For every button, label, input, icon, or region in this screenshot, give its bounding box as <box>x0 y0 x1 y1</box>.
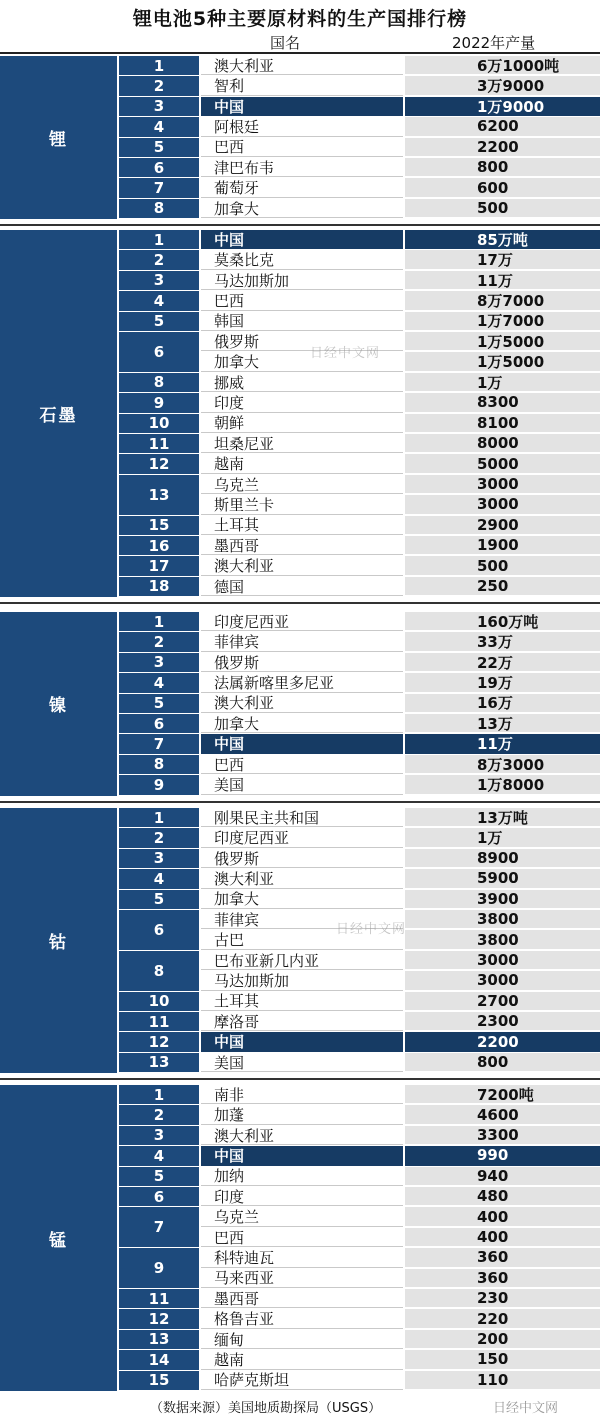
rank-cell: 13 <box>119 475 199 515</box>
country-cell: 加纳 <box>201 1167 403 1186</box>
table-row <box>119 632 600 651</box>
column-header-production: 2022年产量 <box>452 34 536 52</box>
production-cell: 3300 <box>405 1126 600 1145</box>
rank-cell: 13 <box>119 1053 199 1072</box>
country-cell: 乌克兰 <box>201 1207 403 1226</box>
rank-cell: 1 <box>119 612 199 631</box>
rank-cell: 2 <box>119 1105 199 1124</box>
production-cell: 360 <box>405 1269 600 1288</box>
rank-cell: 8 <box>119 373 199 392</box>
production-cell: 16万 <box>405 694 600 713</box>
section-divider <box>0 1078 600 1080</box>
table-row <box>119 199 600 218</box>
country-cell: 墨西哥 <box>201 536 403 555</box>
table-row <box>119 1289 600 1308</box>
rank-cell: 2 <box>119 828 199 847</box>
rank-cell: 8 <box>119 755 199 774</box>
rank-cell: 11 <box>119 434 199 453</box>
production-cell: 1万5000 <box>405 352 600 371</box>
country-cell: 澳大利亚 <box>201 1126 403 1145</box>
production-cell: 400 <box>405 1228 600 1247</box>
country-cell: 加拿大 <box>201 890 403 909</box>
production-cell: 150 <box>405 1350 600 1369</box>
rank-cell: 10 <box>119 414 199 433</box>
production-cell: 2700 <box>405 992 600 1011</box>
rank-cell: 12 <box>119 454 199 473</box>
column-header-country: 国名 <box>270 34 301 52</box>
production-cell: 3900 <box>405 890 600 909</box>
table-row <box>119 828 600 847</box>
table-row <box>119 734 600 753</box>
production-cell: 500 <box>405 199 600 218</box>
production-cell: 200 <box>405 1330 600 1349</box>
production-cell: 3000 <box>405 951 600 970</box>
country-cell: 摩洛哥 <box>201 1012 403 1031</box>
country-cell: 法属新喀里多尼亚 <box>201 673 403 692</box>
production-cell: 4600 <box>405 1105 600 1124</box>
table-row <box>119 393 600 412</box>
section-divider <box>0 602 600 604</box>
rank-cell: 12 <box>119 1309 199 1328</box>
footer-watermark: 日经中文网 <box>493 1401 559 1416</box>
country-cell: 土耳其 <box>201 516 403 535</box>
table-row <box>119 1032 600 1051</box>
rank-cell: 4 <box>119 869 199 888</box>
rank-cell: 7 <box>119 178 199 197</box>
table-row <box>119 414 600 433</box>
rank-cell: 14 <box>119 1350 199 1369</box>
material-section <box>0 612 600 796</box>
country-cell: 加拿大 <box>201 352 403 371</box>
table-row <box>119 1269 600 1288</box>
rank-cell: 9 <box>119 1248 199 1288</box>
rank-cell: 12 <box>119 1032 199 1051</box>
rank-cell: 5 <box>119 312 199 331</box>
country-cell: 印度尼西亚 <box>201 612 403 631</box>
country-cell: 巴西 <box>201 1228 403 1247</box>
material-label: 石墨 <box>0 230 117 597</box>
country-cell: 科特迪瓦 <box>201 1248 403 1267</box>
production-cell: 1900 <box>405 536 600 555</box>
material-label: 镍 <box>0 612 117 796</box>
rank-cell: 5 <box>119 1167 199 1186</box>
production-cell: 8900 <box>405 849 600 868</box>
production-cell: 990 <box>405 1146 600 1165</box>
rank-cell: 7 <box>119 734 199 753</box>
table-row <box>119 1085 600 1104</box>
table-row <box>119 775 600 794</box>
country-cell: 中国 <box>201 1032 403 1051</box>
material-label: 钴 <box>0 808 117 1073</box>
country-cell: 俄罗斯 <box>201 849 403 868</box>
country-cell: 津巴布韦 <box>201 158 403 177</box>
production-cell: 220 <box>405 1309 600 1328</box>
country-cell: 巴西 <box>201 291 403 310</box>
country-cell: 缅甸 <box>201 1330 403 1349</box>
table-row <box>119 536 600 555</box>
country-cell: 葡萄牙 <box>201 178 403 197</box>
production-cell: 33万 <box>405 632 600 651</box>
table-row <box>119 312 600 331</box>
production-cell: 3000 <box>405 475 600 494</box>
table-row <box>119 612 600 631</box>
rank-cell: 16 <box>119 536 199 555</box>
production-cell: 3000 <box>405 495 600 514</box>
production-cell: 3800 <box>405 910 600 929</box>
country-cell: 马达加斯加 <box>201 971 403 990</box>
production-cell: 940 <box>405 1167 600 1186</box>
country-cell: 德国 <box>201 577 403 596</box>
rank-cell: 13 <box>119 1330 199 1349</box>
rank-cell: 5 <box>119 138 199 157</box>
table-row <box>119 1012 600 1031</box>
header-divider <box>0 52 600 54</box>
table-row <box>119 556 600 575</box>
country-cell: 刚果民主共和国 <box>201 808 403 827</box>
production-cell: 230 <box>405 1289 600 1308</box>
table-row <box>119 291 600 310</box>
material-label: 锰 <box>0 1085 117 1391</box>
production-cell: 8万3000 <box>405 755 600 774</box>
production-cell: 2200 <box>405 1032 600 1051</box>
table-row <box>119 1350 600 1369</box>
table-row <box>119 849 600 868</box>
table-row <box>119 1248 600 1278</box>
country-cell: 中国 <box>201 230 403 249</box>
material-section <box>0 230 600 597</box>
rank-cell: 3 <box>119 97 199 116</box>
country-cell: 马来西亚 <box>201 1269 403 1288</box>
table-row <box>119 714 600 733</box>
country-cell: 中国 <box>201 97 403 116</box>
rank-cell: 1 <box>119 56 199 75</box>
section-divider <box>0 224 600 226</box>
production-cell: 160万吨 <box>405 612 600 631</box>
production-cell: 600 <box>405 178 600 197</box>
country-cell: 坦桑尼亚 <box>201 434 403 453</box>
production-cell: 5000 <box>405 454 600 473</box>
production-cell: 110 <box>405 1371 600 1390</box>
country-cell: 美国 <box>201 775 403 794</box>
production-cell: 17万 <box>405 250 600 269</box>
production-cell: 11万 <box>405 271 600 290</box>
production-cell: 2200 <box>405 138 600 157</box>
table-row <box>119 808 600 827</box>
production-cell: 6200 <box>405 117 600 136</box>
country-cell: 挪威 <box>201 373 403 392</box>
table-row <box>119 1053 600 1072</box>
rank-cell: 2 <box>119 632 199 651</box>
table-row <box>119 1167 600 1186</box>
watermark: 日经中文网 <box>310 346 381 361</box>
country-cell: 格鲁吉亚 <box>201 1309 403 1328</box>
rank-cell: 4 <box>119 1146 199 1165</box>
material-section <box>0 1085 600 1391</box>
production-cell: 2300 <box>405 1012 600 1031</box>
production-cell: 250 <box>405 577 600 596</box>
table-row <box>119 890 600 909</box>
country-cell: 阿根廷 <box>201 117 403 136</box>
production-cell: 500 <box>405 556 600 575</box>
production-cell: 8万7000 <box>405 291 600 310</box>
material-section <box>0 808 600 1073</box>
rank-cell: 3 <box>119 1126 199 1145</box>
country-cell: 古巴 <box>201 930 403 949</box>
table-row <box>119 950 600 980</box>
country-cell: 巴西 <box>201 755 403 774</box>
rank-cell: 5 <box>119 890 199 909</box>
table-row <box>119 230 600 249</box>
country-cell: 墨西哥 <box>201 1289 403 1308</box>
country-cell: 莫桑比克 <box>201 250 403 269</box>
country-cell: 巴西 <box>201 138 403 157</box>
production-cell: 19万 <box>405 673 600 692</box>
production-cell: 85万吨 <box>405 230 600 249</box>
country-cell: 马达加斯加 <box>201 271 403 290</box>
table-row <box>119 1207 600 1237</box>
production-cell: 1万9000 <box>405 97 600 116</box>
country-cell: 澳大利亚 <box>201 869 403 888</box>
rank-cell: 8 <box>119 951 199 991</box>
rank-cell: 1 <box>119 808 199 827</box>
data-source-note: （数据来源）美国地质勘探局（USGS） <box>150 1401 382 1416</box>
country-cell: 菲律宾 <box>201 910 403 929</box>
rank-cell: 17 <box>119 556 199 575</box>
table-row <box>119 1187 600 1206</box>
rank-cell: 2 <box>119 76 199 95</box>
rank-cell: 9 <box>119 393 199 412</box>
table-row <box>119 1228 600 1247</box>
rank-cell: 4 <box>119 117 199 136</box>
country-cell: 斯里兰卡 <box>201 495 403 514</box>
production-cell: 800 <box>405 1053 600 1072</box>
production-cell: 3800 <box>405 930 600 949</box>
table-row <box>119 755 600 774</box>
table-row <box>119 1309 600 1328</box>
production-cell: 8100 <box>405 414 600 433</box>
table-row <box>119 474 600 504</box>
rank-cell: 1 <box>119 1085 199 1104</box>
production-cell: 5900 <box>405 869 600 888</box>
production-cell: 11万 <box>405 734 600 753</box>
material-label: 锂 <box>0 56 117 219</box>
rank-cell: 6 <box>119 332 199 372</box>
production-cell: 400 <box>405 1207 600 1226</box>
country-cell: 澳大利亚 <box>201 56 403 75</box>
rank-cell: 6 <box>119 910 199 950</box>
country-cell: 加拿大 <box>201 714 403 733</box>
country-cell: 印度 <box>201 393 403 412</box>
table-row <box>119 250 600 269</box>
rank-cell: 18 <box>119 577 199 596</box>
table-row <box>119 653 600 672</box>
table-row <box>119 1146 600 1165</box>
production-cell: 13万 <box>405 714 600 733</box>
table-row <box>119 869 600 888</box>
production-cell: 3万9000 <box>405 76 600 95</box>
rank-cell: 11 <box>119 1012 199 1031</box>
rank-cell: 15 <box>119 516 199 535</box>
table-row <box>119 158 600 177</box>
table-row <box>119 138 600 157</box>
table-row <box>119 694 600 713</box>
production-cell: 800 <box>405 158 600 177</box>
rank-cell: 2 <box>119 250 199 269</box>
production-cell: 6万1000吨 <box>405 56 600 75</box>
table-row <box>119 271 600 290</box>
country-cell: 加蓬 <box>201 1105 403 1124</box>
production-cell: 8300 <box>405 393 600 412</box>
table-row <box>119 56 600 75</box>
table-row <box>119 516 600 535</box>
rank-cell: 5 <box>119 694 199 713</box>
production-cell: 360 <box>405 1248 600 1267</box>
rank-cell: 9 <box>119 775 199 794</box>
country-cell: 印度尼西亚 <box>201 828 403 847</box>
country-cell: 越南 <box>201 454 403 473</box>
rank-cell: 6 <box>119 1187 199 1206</box>
production-cell: 1万8000 <box>405 775 600 794</box>
table-row <box>119 373 600 392</box>
rank-cell: 10 <box>119 992 199 1011</box>
country-cell: 俄罗斯 <box>201 332 403 351</box>
table-row <box>119 1371 600 1390</box>
production-cell: 480 <box>405 1187 600 1206</box>
production-cell: 7200吨 <box>405 1085 600 1104</box>
material-section <box>0 56 600 219</box>
rank-cell: 3 <box>119 849 199 868</box>
table-row <box>119 97 600 116</box>
table-row <box>119 971 600 990</box>
production-cell: 13万吨 <box>405 808 600 827</box>
country-cell: 巴布亚新几内亚 <box>201 951 403 970</box>
rank-cell: 6 <box>119 714 199 733</box>
production-cell: 1万7000 <box>405 312 600 331</box>
table-row <box>119 1330 600 1349</box>
rank-cell: 3 <box>119 271 199 290</box>
rank-cell: 3 <box>119 653 199 672</box>
country-cell: 俄罗斯 <box>201 653 403 672</box>
country-cell: 印度 <box>201 1187 403 1206</box>
table-row <box>119 1126 600 1145</box>
rank-cell: 4 <box>119 673 199 692</box>
production-cell: 1万 <box>405 828 600 847</box>
table-row <box>119 434 600 453</box>
rank-cell: 6 <box>119 158 199 177</box>
country-cell: 中国 <box>201 734 403 753</box>
production-cell: 22万 <box>405 653 600 672</box>
table-row <box>119 495 600 514</box>
table-row <box>119 1105 600 1124</box>
country-cell: 澳大利亚 <box>201 694 403 713</box>
country-cell: 南非 <box>201 1085 403 1104</box>
section-divider <box>0 801 600 803</box>
table-row <box>119 992 600 1011</box>
country-cell: 菲律宾 <box>201 632 403 651</box>
country-cell: 智利 <box>201 76 403 95</box>
table-row <box>119 577 600 596</box>
rank-cell: 15 <box>119 1371 199 1390</box>
country-cell: 美国 <box>201 1053 403 1072</box>
country-cell: 乌克兰 <box>201 475 403 494</box>
rank-cell: 11 <box>119 1289 199 1308</box>
country-cell: 加拿大 <box>201 199 403 218</box>
rank-cell: 1 <box>119 230 199 249</box>
production-cell: 3000 <box>405 971 600 990</box>
table-row <box>119 76 600 95</box>
country-cell: 哈萨克斯坦 <box>201 1371 403 1390</box>
production-cell: 2900 <box>405 516 600 535</box>
watermark: 日经中文网 <box>336 922 407 937</box>
table-row <box>119 117 600 136</box>
table-row <box>119 454 600 473</box>
country-cell: 越南 <box>201 1350 403 1369</box>
country-cell: 土耳其 <box>201 992 403 1011</box>
production-cell: 1万5000 <box>405 332 600 351</box>
country-cell: 澳大利亚 <box>201 556 403 575</box>
production-cell: 8000 <box>405 434 600 453</box>
country-cell: 韩国 <box>201 312 403 331</box>
table-row <box>119 178 600 197</box>
production-cell: 1万 <box>405 373 600 392</box>
country-cell: 中国 <box>201 1146 403 1165</box>
rank-cell: 8 <box>119 199 199 218</box>
rank-cell: 4 <box>119 291 199 310</box>
rank-cell: 7 <box>119 1207 199 1247</box>
table-row <box>119 673 600 692</box>
country-cell: 朝鲜 <box>201 414 403 433</box>
page-title: 锂电池5种主要原材料的生产国排行榜 <box>132 8 468 30</box>
